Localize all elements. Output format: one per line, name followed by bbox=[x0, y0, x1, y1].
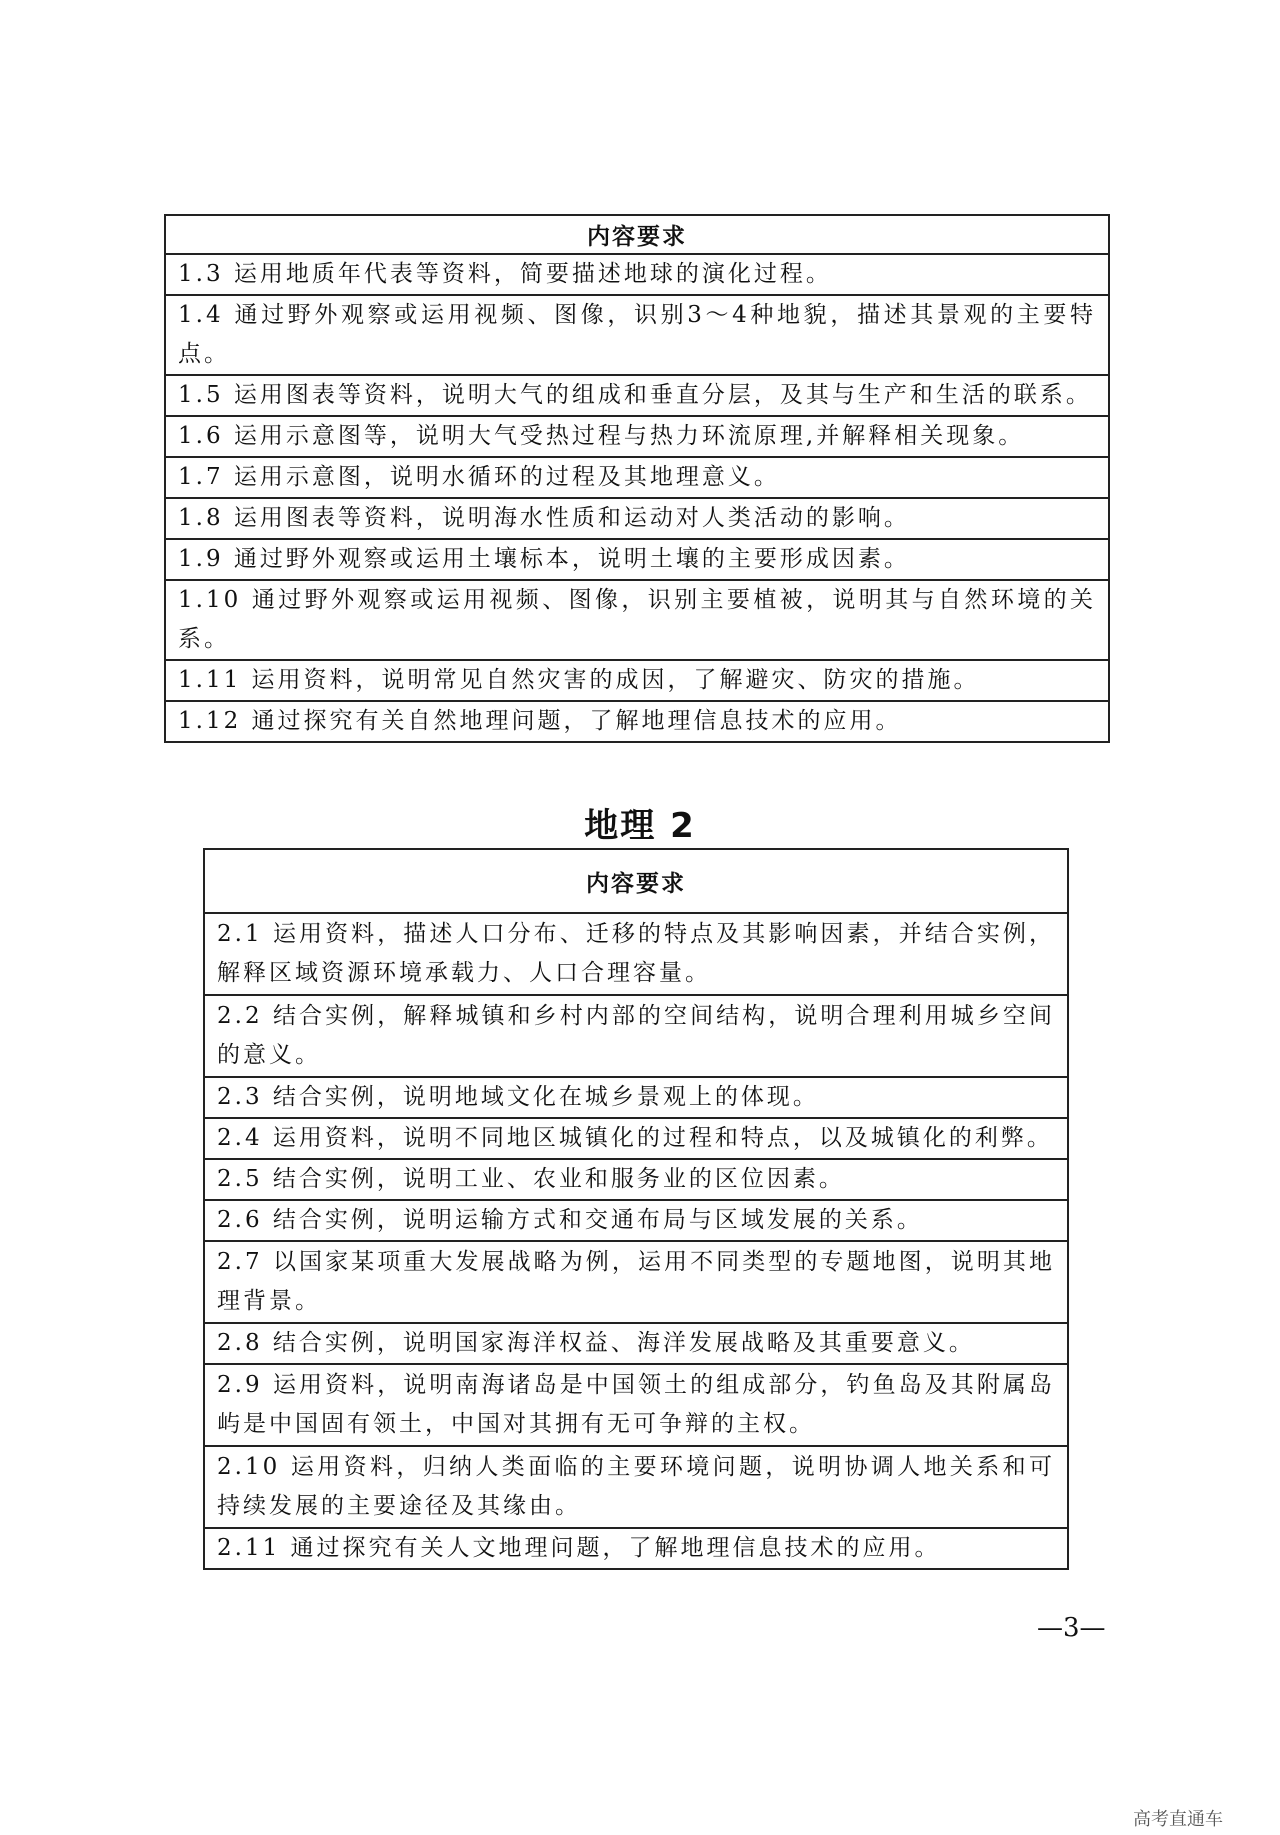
table1-row: 1.11 运用资料，说明常见自然灾害的成因，了解避灾、防灾的措施。 bbox=[165, 660, 1109, 701]
table2-row: 2.1 运用资料，描述人口分布、迁移的特点及其影响因素，并结合实例，解释区域资源环境承载力、人口合理容量。 bbox=[204, 913, 1068, 995]
table2-row: 2.5 结合实例，说明工业、农业和服务业的区位因素。 bbox=[204, 1159, 1068, 1200]
table1-row: 1.8 运用图表等资料，说明海水性质和运动对人类活动的影响。 bbox=[165, 498, 1109, 539]
table2-row: 2.10 运用资料，归纳人类面临的主要环境问题，说明协调人地关系和可持续发展的主要途径及其缘由。 bbox=[204, 1446, 1068, 1528]
watermark-text: 高考直通车 bbox=[1133, 1809, 1223, 1830]
table1-row: 1.7 运用示意图，说明水循环的过程及其地理意义。 bbox=[165, 457, 1109, 498]
table1-row: 1.5 运用图表等资料，说明大气的组成和垂直分层，及其与生产和生活的联系。 bbox=[165, 375, 1109, 416]
table2-row: 2.3 结合实例，说明地域文化在城乡景观上的体现。 bbox=[204, 1077, 1068, 1118]
table2-row: 2.9 运用资料，说明南海诸岛是中国领土的组成部分，钓鱼岛及其附属岛屿是中国固有领土，中国对其拥有无可争辩的主权。 bbox=[204, 1364, 1068, 1446]
section-title: 地理 2 bbox=[584, 806, 696, 846]
table1-header: 内容要求 bbox=[165, 215, 1109, 254]
content-requirements-table-1 bbox=[164, 214, 1110, 743]
table1-row: 1.9 通过野外观察或运用土壤标本，说明土壤的主要形成因素。 bbox=[165, 539, 1109, 580]
table1-row: 1.4 通过野外观察或运用视频、图像，识别3～4种地貌，描述其景观的主要特点。 bbox=[165, 295, 1109, 375]
page-number: —3— bbox=[1037, 1613, 1106, 1643]
content-requirements-table-2 bbox=[203, 848, 1069, 1570]
table1-row: 1.6 运用示意图等，说明大气受热过程与热力环流原理,并解释相关现象。 bbox=[165, 416, 1109, 457]
table1-row: 1.3 运用地质年代表等资料，简要描述地球的演化过程。 bbox=[165, 254, 1109, 295]
table1-row: 1.10 通过野外观察或运用视频、图像，识别主要植被，说明其与自然环境的关系。 bbox=[165, 580, 1109, 660]
table2-header: 内容要求 bbox=[204, 849, 1068, 913]
table1-row: 1.12 通过探究有关自然地理问题，了解地理信息技术的应用。 bbox=[165, 701, 1109, 742]
table2-row: 2.2 结合实例，解释城镇和乡村内部的空间结构，说明合理利用城乡空间的意义。 bbox=[204, 995, 1068, 1077]
table2-row: 2.6 结合实例，说明运输方式和交通布局与区域发展的关系。 bbox=[204, 1200, 1068, 1241]
table2-row: 2.7 以国家某项重大发展战略为例，运用不同类型的专题地图，说明其地理背景。 bbox=[204, 1241, 1068, 1323]
table2-row: 2.4 运用资料，说明不同地区城镇化的过程和特点，以及城镇化的利弊。 bbox=[204, 1118, 1068, 1159]
table2-row: 2.11 通过探究有关人文地理问题，了解地理信息技术的应用。 bbox=[204, 1528, 1068, 1569]
table2-row: 2.8 结合实例，说明国家海洋权益、海洋发展战略及其重要意义。 bbox=[204, 1323, 1068, 1364]
